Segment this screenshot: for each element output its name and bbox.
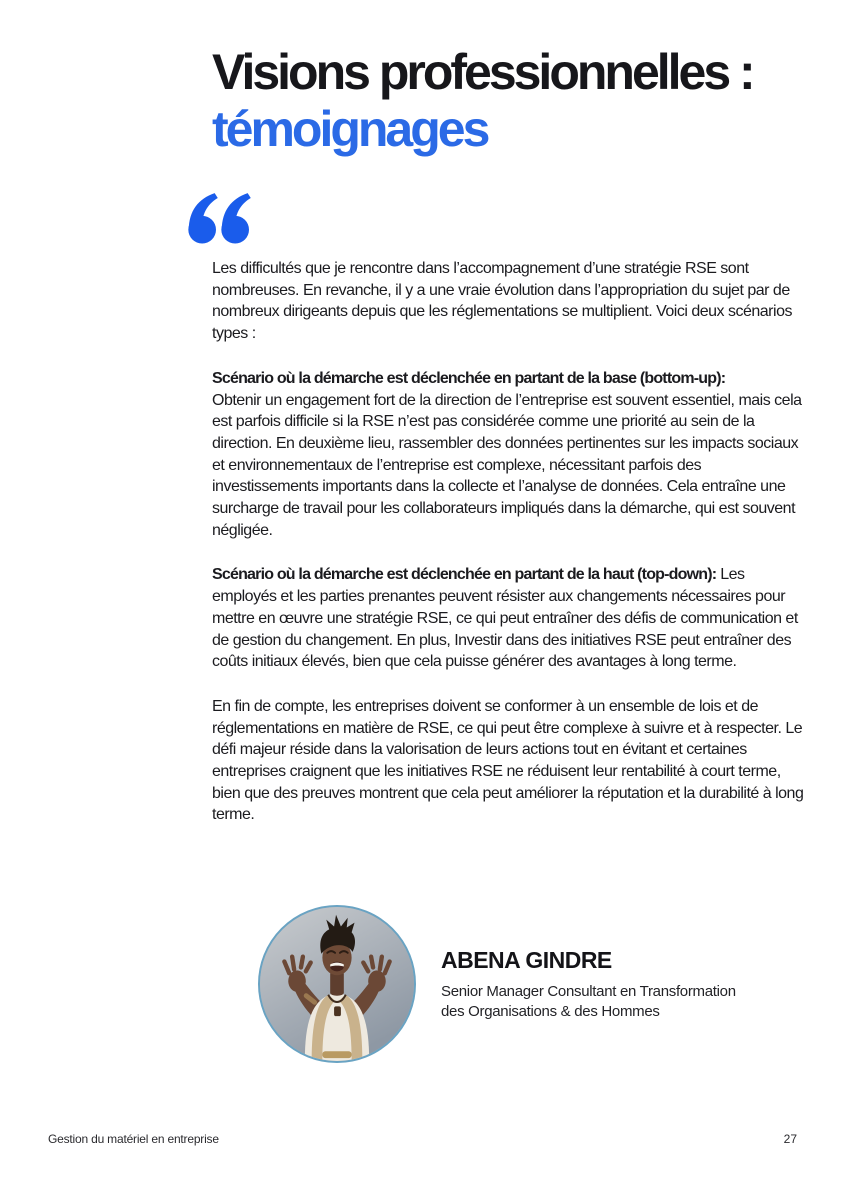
testimonial-text [212, 258, 804, 849]
author-info [441, 905, 749, 1021]
testimonial-paragraph-closing: En fin de compte, les entreprises doivent se conformer à un ensemble de lois et de réglementations en matière de RSE, ce qui peut être complexe à suivre et à respecter. Le défi majeur réside dans la valorisation de leurs actions tout en évitant et certaines entreprises craignent que les initiatives RSE ne réduisent leur rentabilité à court terme, bien que des preuves montrent que cela peut améliorer la réputation et la durabilité à long terme. [212, 697, 804, 824]
page-title-line2: témoignages [212, 101, 488, 157]
testimonial-paragraph-bottom-up [212, 368, 804, 542]
scenario-top-down-heading: Scénario où la démarche est déclenchée en partant de la haut (top-down): [212, 566, 717, 584]
author-name: ABENA GINDRE [441, 947, 612, 973]
testimonial-paragraph-top-down [212, 564, 804, 673]
scenario-bottom-up-body: Obtenir un engagement fort de la direction de l’entreprise est souvent essentiel, mais cela est parfois difficile si la RSE n’est pas considérée comme une priorité au sein de la direction. En deuxième lieu, rassembler des données pertinentes sur les impacts sociaux et environnementaux de l’entreprise est complexe, nécessitant parfois des investissements importants dans la collecte et l’analyse de données. Cela entraîne une surcharge de travail pour les collaborateurs impliqués dans la démarche, qui est souvent négligée. [212, 391, 802, 539]
scenario-top-down-body: Les employés et les parties prenantes peuvent résister aux changements nécessaires pour mettre en œuvre une stratégie RSE, ce qui peut entraîner des défis de communication et de gestion du changement. En plus, Investir dans des initiatives RSE peut entraîner des coûts initiaux élevés, bien que cela puisse générer des avantages à long terme. [212, 566, 798, 671]
author-photo [258, 905, 416, 1063]
scenario-bottom-up-heading: Scénario où la démarche est déclenchée en partant de la base (bottom-up): [212, 369, 726, 387]
page-title-line1: Visions professionnelles : [212, 44, 753, 100]
page-title [212, 44, 753, 158]
footer-page-number: 27 [783, 1132, 797, 1146]
opening-double-quote-icon [187, 193, 253, 245]
author-role: Senior Manager Consultant en Transformation des Organisations & des Hommes [441, 983, 736, 1020]
author-card [258, 905, 749, 1063]
footer-document-title: Gestion du matériel en entreprise [48, 1132, 219, 1146]
testimonial-paragraph-intro: Les difficultés que je rencontre dans l’accompagnement d’une stratégie RSE sont nombreuses. En revanche, il y a une vraie évolution dans l’appropriation du sujet par de nombreux dirigeants depuis que les réglementations se multiplient. Voici deux scénarios types : [212, 260, 792, 343]
